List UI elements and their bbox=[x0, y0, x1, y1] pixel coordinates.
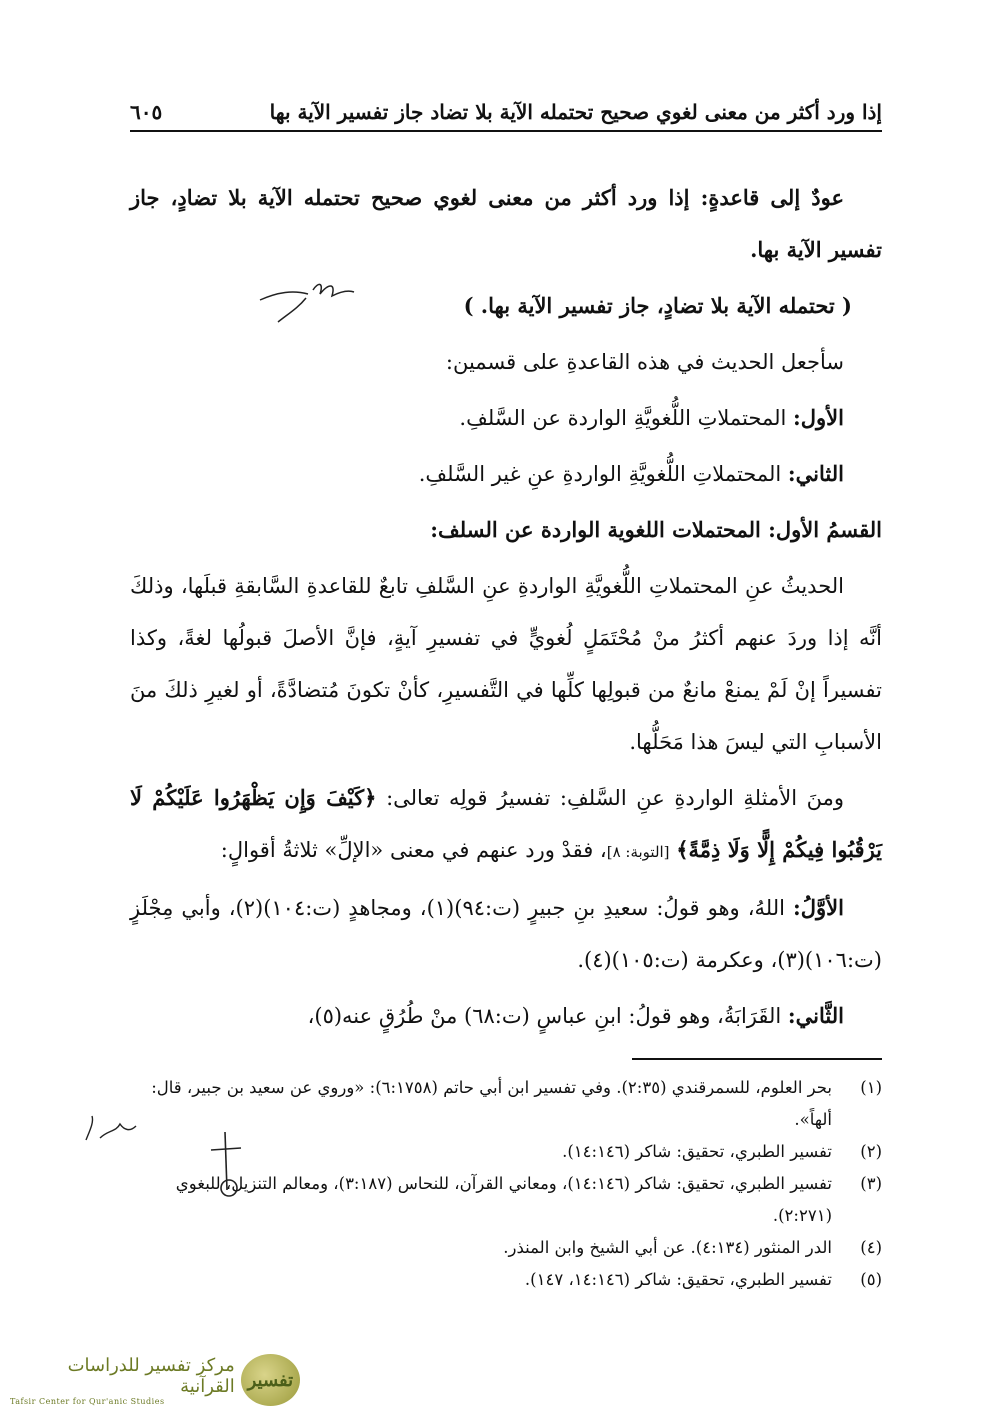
handwritten-margin-note bbox=[80, 1110, 140, 1150]
footnote-text: بحر العلوم، للسمرقندي (٢:٣٥). وفي تفسير ابن أبي حاتم (٦:١٧٥٨): «وروي عن سعيد بن جبير، قال: ألهاً». bbox=[151, 1078, 832, 1129]
footnote-number: (٤) bbox=[860, 1238, 882, 1257]
handwritten-insertion-mark bbox=[205, 1128, 245, 1198]
second-division-text: المحتملاتِ اللُّغويَّةِ الواردةِ عنِ غير السَّلفِ. bbox=[418, 462, 782, 486]
first-division-label: الأول: bbox=[793, 405, 844, 430]
page-number: ٦٠٥ bbox=[130, 100, 163, 124]
logo-text-block bbox=[10, 1355, 235, 1406]
paragraph-first-opinion bbox=[130, 882, 882, 986]
paragraph-second-opinion bbox=[130, 990, 882, 1042]
paragraph-rule-repeat: ( تحتمله الآية بلا تضادٍ، جاز تفسير الآية بها. ) bbox=[463, 293, 852, 318]
logo-emblem-icon: تفسير bbox=[241, 1354, 300, 1406]
first-opinion-text: اللهُ، وهو قولُ: سعيدِ بنِ جبيرٍ (ت:٩٤)(١)، ومجاهدٍ (ت:١٠٤)(٢)، وأبي مِجْلَزٍ (ت:١٠٦)(٣)، وعكرمة (ت:١٠٥)(٤). bbox=[130, 896, 882, 972]
second-opinion-label: الثَّاني: bbox=[787, 1003, 844, 1028]
running-title: إذا ورد أكثر من معنى لغوي صحيح تحتمله الآية بلا تضاد جاز تفسير الآية بها bbox=[269, 100, 882, 124]
footnote-item bbox=[130, 1264, 882, 1296]
footnote-item bbox=[130, 1072, 882, 1136]
paragraph-discussion: الحديثُ عنِ المحتملاتِ اللُّغويَّةِ الواردةِ عنِ السَّلفِ تابعٌ للقاعدةِ السَّابقةِ قبلَها، وذلكَ أنَّه إذا وردَ عنهم أكثرُ منْ مُحْتَمَلٍ لُغويٍّ في تفسيرِ آيةٍ، فإنَّ الأصلَ قبولُها لغةً، وكذا تفسيراً إنْ لَمْ يمنعْ مانعٌ من قبولِها كلِّها في التَّفسيرِ، كأنْ تكونَ مُتضادَّةً، أو لغيرِ ذلكَ منَ الأسبابِ التي ليسَ هذا مَحَلُّها. bbox=[130, 574, 882, 754]
paragraph-intro: سأجعل الحديث في هذه القاعدةِ على قسمين: bbox=[445, 350, 844, 374]
page-header bbox=[130, 92, 882, 132]
publisher-logo bbox=[10, 1350, 300, 1410]
logo-english-text: Tafsir Center for Qur'anic Studies bbox=[10, 1396, 165, 1406]
paragraph-first-division bbox=[130, 392, 882, 444]
paragraph-examples bbox=[130, 772, 882, 878]
footnote-text: تفسير الطبري، تحقيق: شاكر (١٤:١٤٦، ١٤٧). bbox=[524, 1270, 832, 1289]
examples-intro: ومنَ الأمثلةِ الواردةِ عنِ السَّلفِ: تفسيرُ قولِه تعالى: bbox=[386, 786, 845, 810]
verse-reference: [التوبة: ٨] bbox=[606, 843, 670, 861]
footnote-number: (٣) bbox=[860, 1174, 882, 1193]
second-division-label: الثاني: bbox=[787, 461, 844, 486]
first-opinion-label: الأوَّلُ: bbox=[793, 895, 844, 920]
second-opinion-text: القَرَابَةُ، وهو قولُ: ابنِ عباسٍ (ت:٦٨) منْ طُرُقٍ عنه(٥)، bbox=[307, 1004, 782, 1028]
footnote-text: تفسير الطبري، تحقيق: شاكر (١٤:١٤٦)، ومعاني القرآن، للنحاس (٣:١٨٧)، ومعالم التنزيل، للبغوي (٢:٢٧١). bbox=[175, 1174, 832, 1225]
paragraph-second-division bbox=[130, 448, 882, 500]
section-title: القسمُ الأول: المحتملات اللغوية الواردة عن السلف: bbox=[430, 517, 882, 542]
footnote-number: (٢) bbox=[860, 1142, 882, 1161]
footnote-item bbox=[130, 1232, 882, 1264]
footnote-text: الدر المنثور (٤:١٣٤). عن أبي الشيخ وابن المنذر. bbox=[503, 1238, 832, 1257]
handwritten-annotation-mark bbox=[258, 262, 358, 332]
examples-continuation: ، فقدْ ورد عنهم في معنى «الإلِّ» ثلاثةُ أقوالٍ: bbox=[220, 838, 607, 862]
footnote-separator bbox=[632, 1058, 882, 1060]
main-text bbox=[130, 172, 882, 1046]
logo-arabic-text: مركز تفسير للدراسات القرآنية bbox=[67, 1354, 235, 1397]
footnote-number: (٥) bbox=[860, 1270, 882, 1289]
paragraph-rule: عودٌ إلى قاعدةٍ: إذا ورد أكثر من معنى لغوي صحيح تحتمله الآية بلا تضادٍ، جاز تفسير الآية بها. bbox=[130, 185, 882, 262]
first-division-text: المحتملاتِ اللُّغويَّةِ الواردة عن السَّلفِ. bbox=[459, 406, 787, 430]
footnote-number: (١) bbox=[860, 1078, 882, 1097]
footnote-text: تفسير الطبري، تحقيق: شاكر (١٤:١٤٦). bbox=[562, 1142, 832, 1161]
quran-verse: ﴿كَيْفَ وَإِن يَظْهَرُوا عَلَيْكُمْ لَا يَرْقُبُوا فِيكُمْ إِلًّا وَلَا ذِمَّةً﴾ bbox=[130, 785, 882, 862]
